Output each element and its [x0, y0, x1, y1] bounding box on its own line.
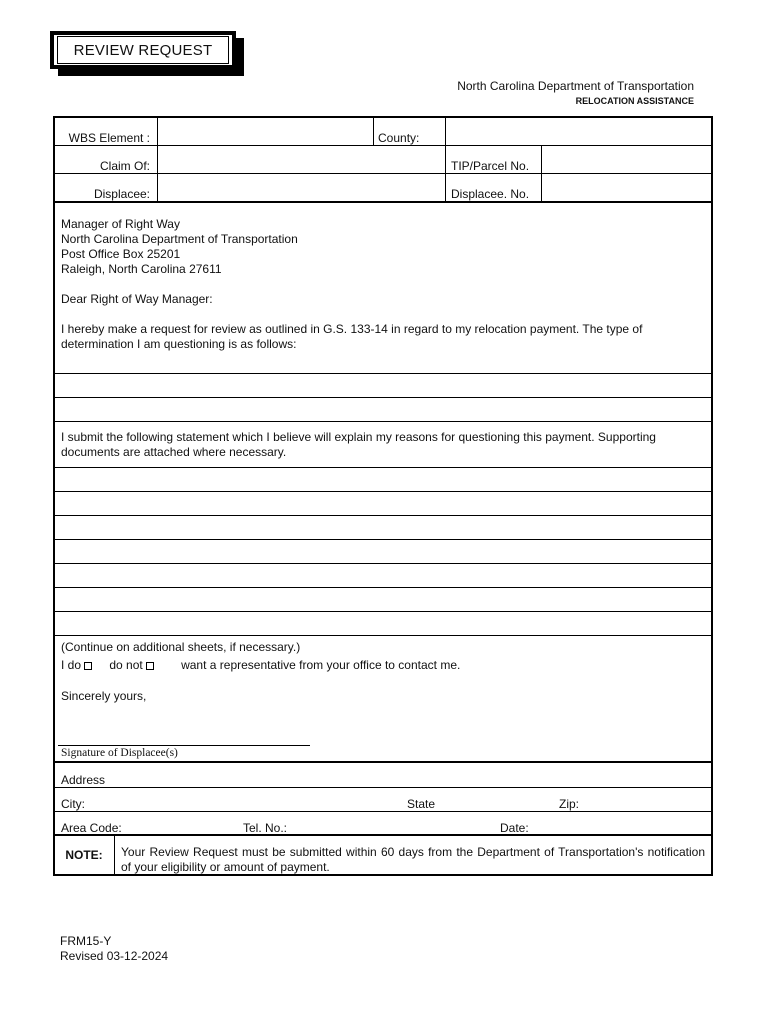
address-line: Manager of Right Way	[61, 217, 180, 231]
statement-line-4[interactable]	[55, 540, 711, 563]
address-line: Post Office Box 25201	[61, 247, 181, 261]
salutation: Dear Right of Way Manager:	[61, 292, 213, 306]
col-divider	[114, 835, 115, 874]
form-id: FRM15-Y	[60, 934, 112, 948]
do-not-label: do not	[109, 658, 143, 672]
wbs-element-label: WBS Element :	[68, 131, 150, 145]
displacee-no-label: Displacee. No.	[451, 187, 530, 201]
determination-line-2[interactable]	[55, 398, 711, 421]
revision-date: Revised 03-12-2024	[60, 949, 169, 963]
i-do-label: I do	[61, 658, 82, 672]
address-line: Raleigh, North Carolina 27611	[61, 262, 222, 276]
date-label: Date:	[500, 821, 529, 835]
note-text: Your Review Request must be submitted within 60 days from the Department of Transportation's notification of your eligibility or amount of payment.	[121, 845, 705, 874]
signature-label: Signature of Displacee(s)	[61, 747, 178, 759]
area-code-label: Area Code:	[61, 821, 122, 835]
contact-preference	[61, 658, 460, 672]
review-request-form	[53, 116, 713, 876]
statement-line-2[interactable]	[55, 492, 711, 515]
address-label: Address	[61, 773, 106, 787]
statement-text: I submit the following statement which I believe will explain my reasons for questioning this payment. Supporting documents are attached where necessary.	[61, 430, 656, 459]
tip-parcel-field[interactable]	[542, 146, 711, 173]
statement-line-6[interactable]	[55, 588, 711, 611]
division-name: RELOCATION ASSISTANCE	[575, 96, 694, 106]
displacee-field[interactable]	[158, 174, 444, 201]
displacee-label: Displacee:	[93, 187, 150, 201]
address-line: North Carolina Department of Transportation	[61, 232, 298, 246]
contact-text: want a representative from your office to contact me.	[181, 658, 461, 672]
form-title: REVIEW REQUEST	[57, 36, 229, 64]
determination-line-1[interactable]	[55, 374, 711, 397]
signature-line[interactable]	[58, 745, 310, 746]
agency-name: North Carolina Department of Transportation	[457, 79, 694, 93]
continue-note: (Continue on additional sheets, if necessary.)	[61, 640, 301, 654]
wbs-element-field[interactable]	[158, 118, 372, 145]
city-label: City:	[61, 797, 85, 811]
displacee-no-field[interactable]	[542, 174, 711, 201]
row-divider	[55, 787, 711, 788]
zip-label: Zip:	[559, 797, 580, 811]
county-field[interactable]	[446, 118, 711, 145]
claim-of-field[interactable]	[158, 146, 444, 173]
row-divider	[55, 761, 711, 763]
recipient-address	[61, 217, 691, 277]
closing: Sincerely yours,	[61, 689, 147, 703]
row-divider	[55, 635, 711, 636]
request-text: I hereby make a request for review as outlined in G.S. 133-14 in regard to my relocation payment. The type of determination I am questioning is as follows:	[61, 322, 643, 351]
do-not-checkbox[interactable]	[146, 662, 154, 670]
statement-line-3[interactable]	[55, 516, 711, 539]
i-do-checkbox[interactable]	[84, 662, 92, 670]
statement-line-5[interactable]	[55, 564, 711, 587]
tel-no-label: Tel. No.:	[243, 821, 288, 835]
claim-of-label: Claim Of:	[99, 159, 150, 173]
note-label: NOTE:	[65, 848, 103, 862]
row-divider	[55, 421, 711, 422]
statement-line-1[interactable]	[55, 468, 711, 491]
statement-line-7[interactable]	[55, 612, 711, 635]
note-section	[55, 835, 711, 874]
state-label: State	[407, 797, 436, 811]
county-label: County:	[378, 131, 420, 145]
tip-parcel-label: TIP/Parcel No.	[451, 159, 530, 173]
row-divider	[55, 811, 711, 812]
col-divider	[373, 118, 374, 146]
row-divider	[55, 201, 711, 203]
